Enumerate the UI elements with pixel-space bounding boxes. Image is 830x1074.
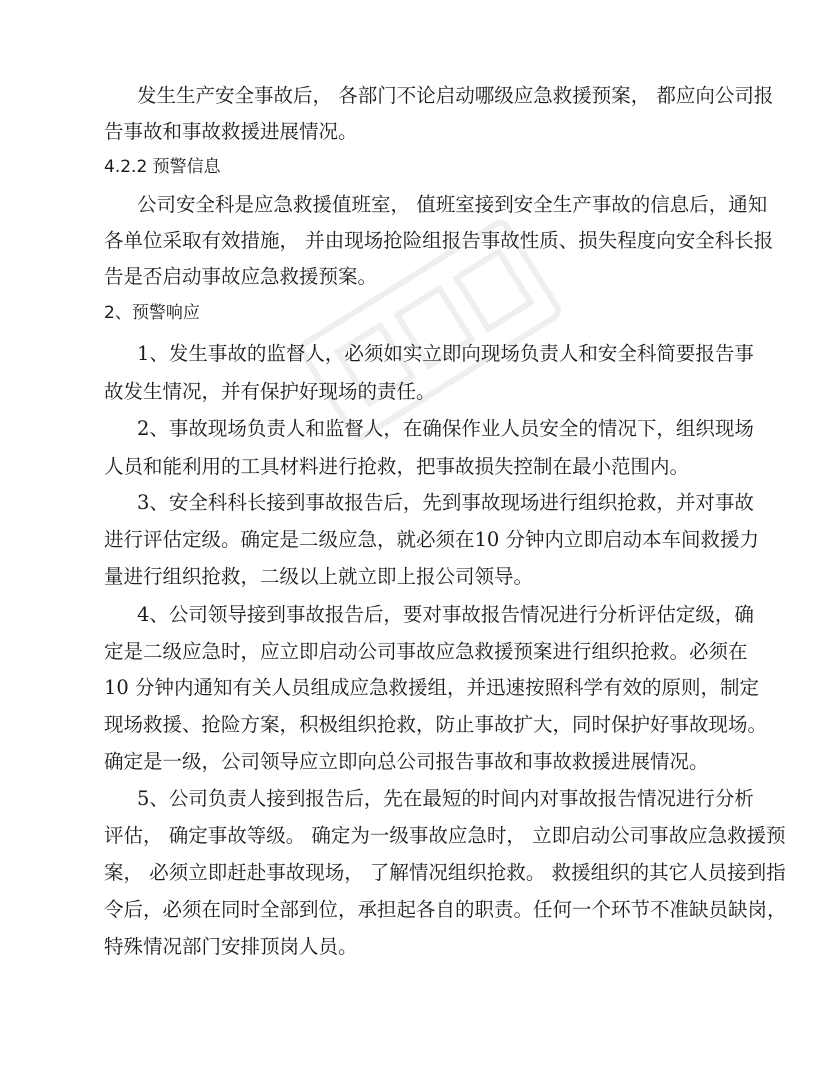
paragraph-line: 确定是一级，公司领导应立即向总公司报告事故和事故救援进展情况。	[104, 750, 709, 773]
paragraph-line: 2、事故现场负责人和监督人，在确保作业人员安全的情况下，组织现场	[137, 417, 754, 440]
paragraph-line: 10 分钟内通知有关人员组成应急救援组，并迅速按照科学有效的原则，制定	[104, 676, 760, 699]
paragraph-line: 故发生情况，并有保护好现场的责任。	[104, 380, 436, 403]
paragraph-line: 公司安全科是应急救援值班室， 值班室接到安全生产事故的信息后，通知	[137, 193, 768, 216]
paragraph-line: 人员和能利用的工具材料进行抢救，把事故损失控制在最小范围内。	[104, 455, 690, 478]
paragraph-line: 告事故和事故救援进展情况。	[104, 120, 358, 143]
section-heading: 2、预警响应	[104, 303, 200, 323]
paragraph-line: 发生生产安全事故后， 各部门不论启动哪级应急救援预案， 都应向公司报	[137, 84, 774, 107]
paragraph-line: 各单位采取有效措施， 并由现场抢险组报告事故性质、损失程度向安全科长报	[104, 229, 774, 252]
paragraph-line: 1、发生事故的监督人，必须如实立即向现场负责人和安全科简要报告事	[137, 342, 754, 365]
paragraph-line: 定是二级应急时，应立即启动公司事故应急救援预案进行组织抢救。必须在	[104, 640, 748, 663]
paragraph-line: 评估， 确定事故等级。 确定为一级事故应急时， 立即启动公司事故应急救援预	[104, 824, 786, 847]
paragraph-line: 案， 必须立即赶赴事故现场， 了解情况组织抢救。 救援组织的其它人员接到指	[104, 861, 786, 884]
paragraph-line: 3、安全科科长接到事故报告后，先到事故现场进行组织抢救，并对事故	[137, 491, 754, 514]
paragraph-line: 特殊情况部门安排顶岗人员。	[104, 935, 358, 958]
paragraph-line: 量进行组织抢救，二级以上就立即上报公司领导。	[104, 565, 534, 588]
paragraph-line: 5、公司负责人接到报告后，先在最短的时间内对事故报告情况进行分析	[137, 787, 754, 810]
paragraph-line: 令后，必须在同时全部到位，承担起各自的职责。任何一个环节不准缺员缺岗，	[104, 898, 787, 921]
paragraph-line: 进行评估定级。确定是二级应急，就必须在10 分钟内立即启动本车间救援力	[104, 528, 760, 551]
section-heading: 4.2.2 预警信息	[104, 157, 221, 177]
paragraph-line: 4、公司领导接到事故报告后，要对事故报告情况进行分析评估定级，确	[137, 603, 754, 626]
paragraph-line: 现场救援、抢险方案，积极组织抢救，防止事故扩大，同时保护好事故现场。	[104, 713, 768, 736]
paragraph-line: 告是否启动事故应急救援预案。	[104, 265, 378, 288]
